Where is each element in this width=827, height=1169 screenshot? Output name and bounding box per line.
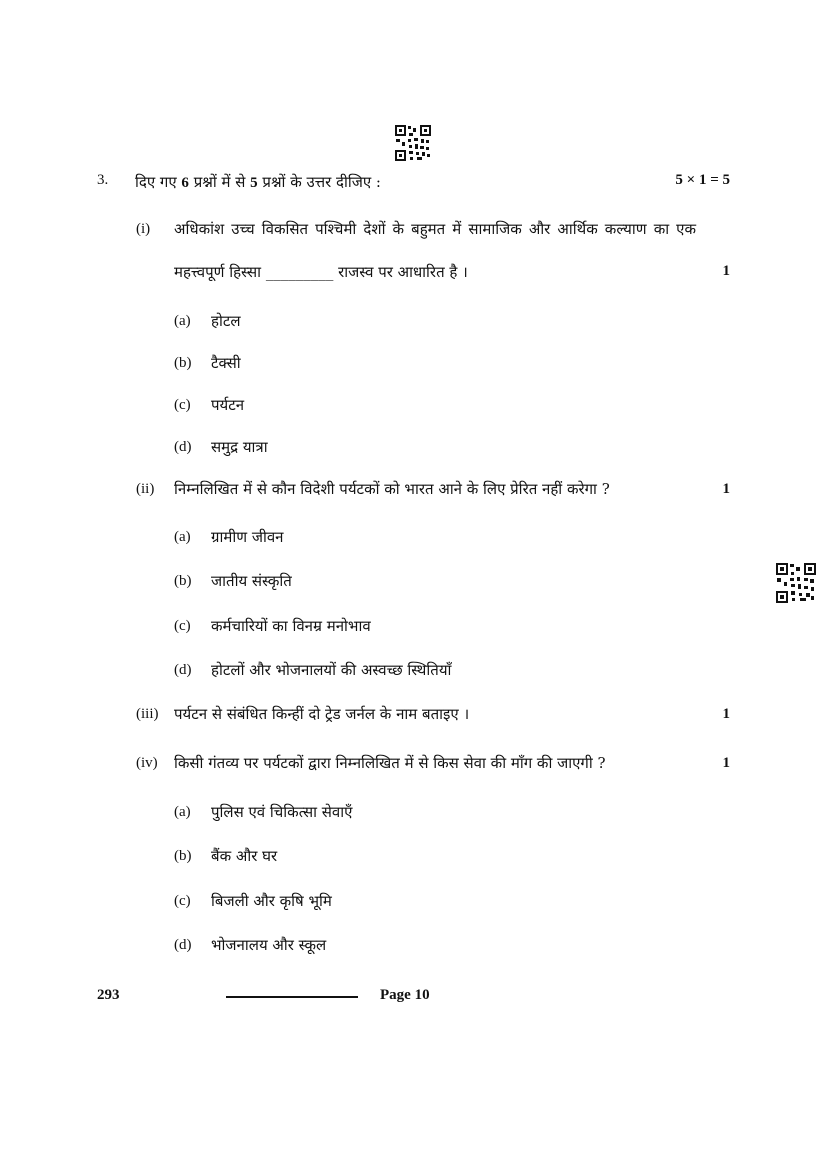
footer-divider xyxy=(226,996,358,998)
question-instruction xyxy=(135,172,381,192)
option-label: (b) xyxy=(174,355,192,371)
instruction-prefix: दिए गए xyxy=(135,173,182,191)
option-label: (d) xyxy=(174,937,192,953)
paper-code: 293 xyxy=(97,987,120,1003)
sub-question-marks: 1 xyxy=(722,706,730,722)
sub-question-label: (iv) xyxy=(136,755,158,771)
sub-question-marks: 1 xyxy=(722,755,730,771)
option-label: (c) xyxy=(174,397,191,413)
page-number: Page 10 xyxy=(380,987,430,1003)
sub-question-text: महत्त्वपूर्ण हिस्सा _________ राजस्व पर आधारित है । xyxy=(174,263,468,281)
option-text: पुलिस एवं चिकित्सा सेवाएँ xyxy=(211,803,353,821)
question-number: 3. xyxy=(97,172,109,188)
option-label: (d) xyxy=(174,662,192,678)
sub-question-marks: 1 xyxy=(722,481,730,497)
qr-code-icon xyxy=(395,125,431,161)
sub-question-text: निम्नलिखित में से कौन विदेशी पर्यटकों को भारत आने के लिए प्रेरित नहीं करेगा ? xyxy=(174,480,610,498)
instruction-count-b: 5 xyxy=(250,175,258,191)
option-text: ग्रामीण जीवन xyxy=(211,528,284,546)
option-text: बिजली और कृषि भूमि xyxy=(211,892,332,910)
sub-question-marks: 1 xyxy=(722,263,730,279)
question-marks: 5 × 1 = 5 xyxy=(675,172,730,188)
option-text: होटलों और भोजनालयों की अस्वच्छ स्थितियाँ xyxy=(211,661,452,679)
instruction-mid: प्रश्नों में से xyxy=(188,173,251,191)
option-label: (a) xyxy=(174,804,191,820)
option-label: (c) xyxy=(174,893,191,909)
instruction-suffix: प्रश्नों के उत्तर दीजिए : xyxy=(257,173,381,191)
sub-question-label: (iii) xyxy=(136,706,159,722)
option-label: (d) xyxy=(174,439,192,455)
option-label: (a) xyxy=(174,529,191,545)
instruction-count-a: 6 xyxy=(181,175,189,191)
option-text: कर्मचारियों का विनम्र मनोभाव xyxy=(211,617,371,635)
sub-question-text: पर्यटन से संबंधित किन्हीं दो ट्रेड जर्नल के नाम बताइए । xyxy=(174,705,470,723)
option-text: बैंक और घर xyxy=(211,847,278,865)
option-text: भोजनालय और स्कूल xyxy=(211,936,327,954)
sub-question-label: (ii) xyxy=(136,481,155,497)
option-text: समुद्र यात्रा xyxy=(211,438,268,456)
option-text: पर्यटन xyxy=(211,396,245,414)
option-label: (a) xyxy=(174,313,191,329)
option-label: (b) xyxy=(174,573,192,589)
sub-question-text: किसी गंतव्य पर पर्यटकों द्वारा निम्नलिखित में से किस सेवा की माँग की जाएगी ? xyxy=(174,754,606,772)
option-text: होटल xyxy=(211,312,241,330)
option-text: जातीय संस्कृति xyxy=(211,572,292,590)
option-label: (c) xyxy=(174,618,191,634)
option-text: टैक्सी xyxy=(211,354,241,372)
sub-question-text: अधिकांश उच्च विकसित पश्चिमी देशों के बहुमत में सामाजिक और आर्थिक कल्याण का एक xyxy=(174,220,696,238)
sub-question-label: (i) xyxy=(136,221,151,237)
qr-code-icon xyxy=(776,563,816,603)
option-label: (b) xyxy=(174,848,192,864)
